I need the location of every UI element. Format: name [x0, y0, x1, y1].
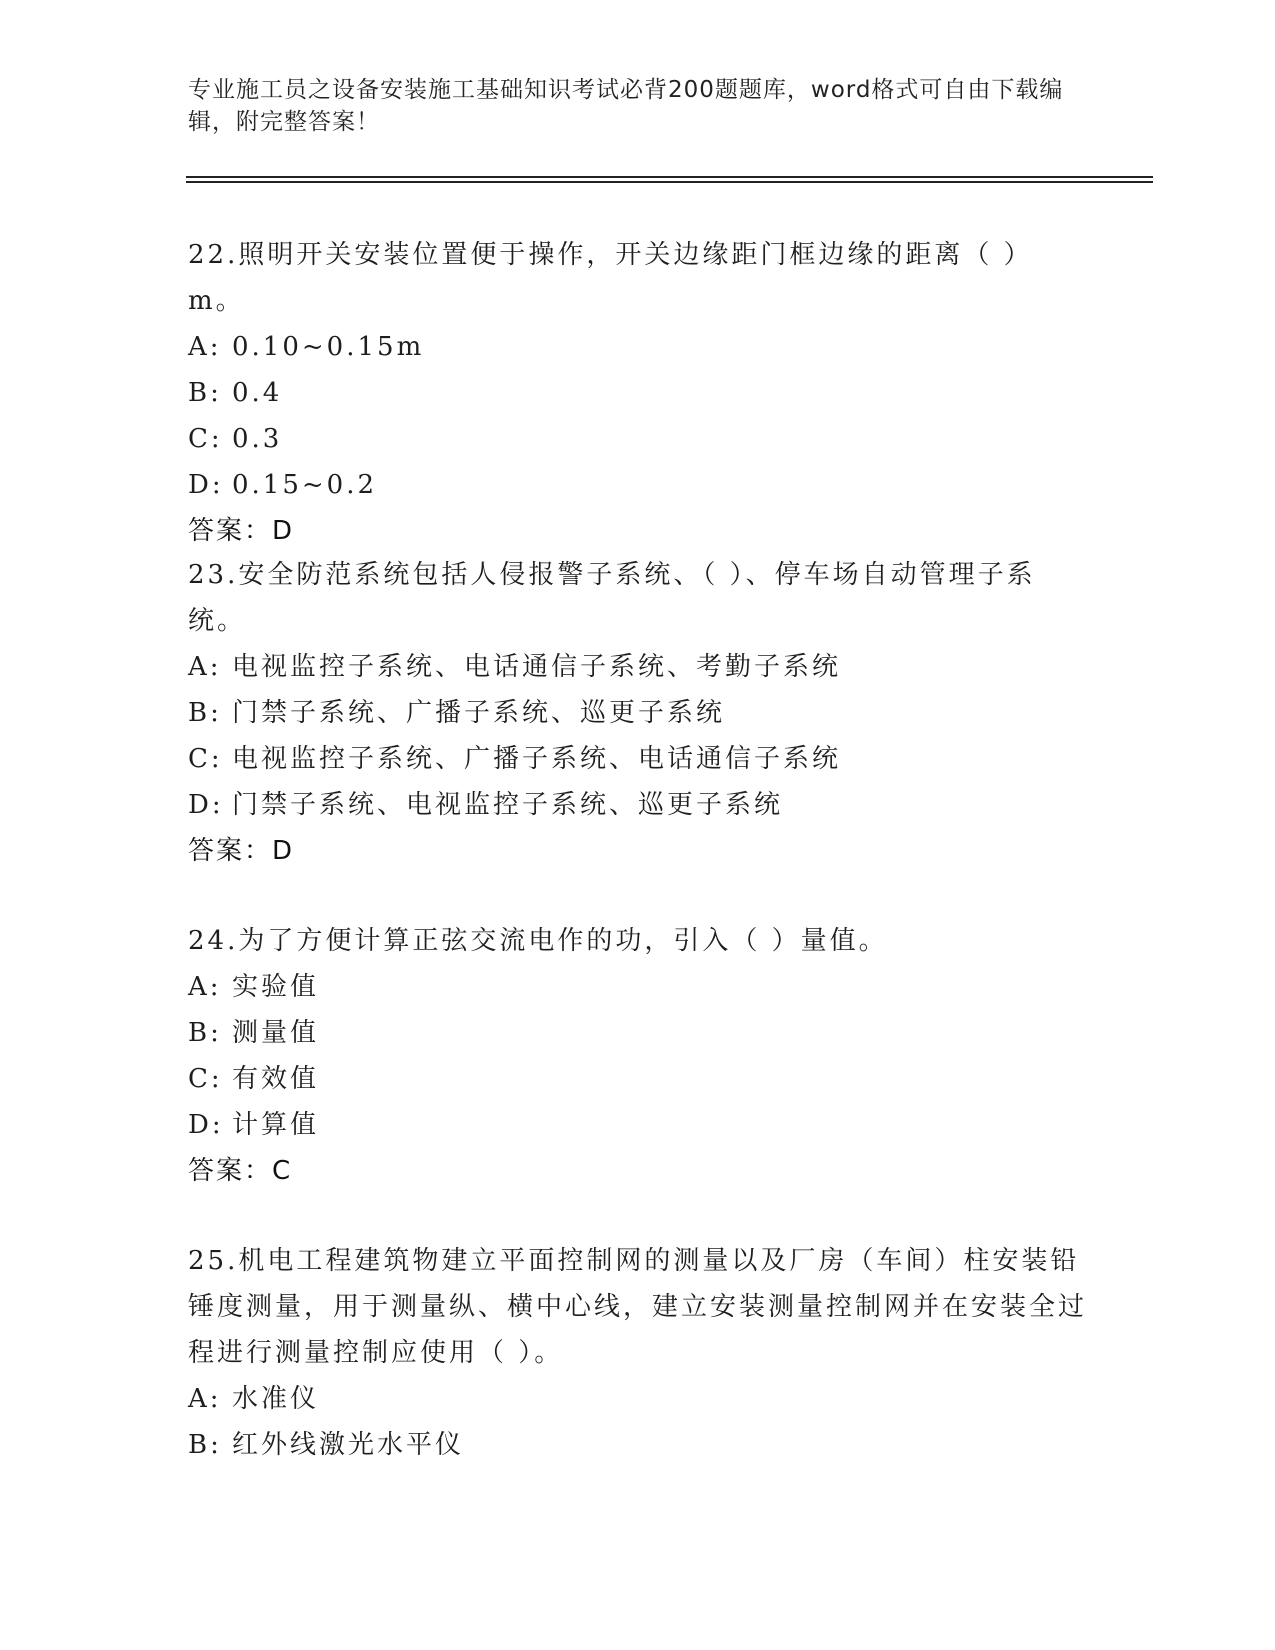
option-key: B:	[188, 1018, 222, 1048]
option-c	[188, 1056, 1088, 1102]
option-text: 门禁子系统、电视监控子系统、巡更子系统	[232, 790, 784, 820]
option-d	[188, 1102, 1088, 1148]
question-23	[188, 552, 1088, 874]
document-header: 专业施工员之设备安装施工基础知识考试必背200题题库，word格式可自由下载编辑，附完整答案！	[188, 77, 1064, 135]
option-text: 0.4	[232, 378, 283, 408]
option-b	[188, 1422, 1088, 1468]
option-text: 红外线激光水平仪	[232, 1430, 465, 1460]
option-key: A:	[188, 1384, 222, 1414]
question-stem: 23.安全防范系统包括人侵报警子系统、（ ）、停车场自动管理子系统。	[188, 560, 1036, 636]
option-c	[188, 736, 1088, 782]
option-d	[188, 782, 1088, 828]
option-text: 有效值	[232, 1064, 320, 1094]
answer-line: 答案：D	[188, 516, 295, 546]
option-b	[188, 370, 1088, 416]
option-text: 实验值	[232, 972, 320, 1002]
option-d	[188, 462, 1088, 508]
option-key: B:	[188, 698, 222, 728]
option-a	[188, 324, 1088, 370]
option-text: 计算值	[232, 1110, 320, 1140]
question-stem: 24.为了方便计算正弦交流电作的功，引入（ ）量值。	[188, 926, 888, 956]
option-key: D:	[188, 1110, 224, 1140]
option-b	[188, 690, 1088, 736]
option-text: 电视监控子系统、广播子系统、电话通信子系统	[232, 744, 842, 774]
question-25	[188, 1238, 1088, 1468]
header-rule-top	[186, 176, 1153, 178]
question-22	[188, 232, 1088, 554]
option-key: B:	[188, 378, 222, 408]
option-text: 0.15~0.2	[232, 470, 378, 500]
option-text: 水准仪	[232, 1384, 320, 1414]
question-stem: 25.机电工程建筑物建立平面控制网的测量以及厂房（车间）柱安装铅锤度测量，用于测量纵、横中心线，建立安装测量控制网并在安装全过程进行测量控制应使用（ ）。	[188, 1246, 1088, 1368]
option-key: A:	[188, 972, 222, 1002]
option-text: 电视监控子系统、电话通信子系统、考勤子系统	[232, 652, 842, 682]
option-a	[188, 1376, 1088, 1422]
option-text: 0.3	[232, 424, 283, 454]
option-key: C:	[188, 744, 223, 774]
option-text: 测量值	[232, 1018, 320, 1048]
answer-line: 答案：D	[188, 836, 295, 866]
option-key: D:	[188, 470, 224, 500]
option-key: C:	[188, 1064, 223, 1094]
option-key: D:	[188, 790, 224, 820]
option-b	[188, 1010, 1088, 1056]
option-key: C:	[188, 424, 223, 454]
question-24	[188, 918, 1088, 1194]
header-rule-bottom	[186, 181, 1153, 183]
option-a	[188, 964, 1088, 1010]
option-key: A:	[188, 332, 222, 362]
question-stem: 22.照明开关安装位置便于操作，开关边缘距门框边缘的距离（ ）m。	[188, 240, 1033, 316]
option-c	[188, 416, 1088, 462]
option-a	[188, 644, 1088, 690]
option-key: A:	[188, 652, 222, 682]
option-key: B:	[188, 1430, 222, 1460]
answer-line: 答案：C	[188, 1156, 293, 1186]
option-text: 0.10~0.15m	[232, 332, 425, 362]
option-text: 门禁子系统、广播子系统、巡更子系统	[232, 698, 726, 728]
